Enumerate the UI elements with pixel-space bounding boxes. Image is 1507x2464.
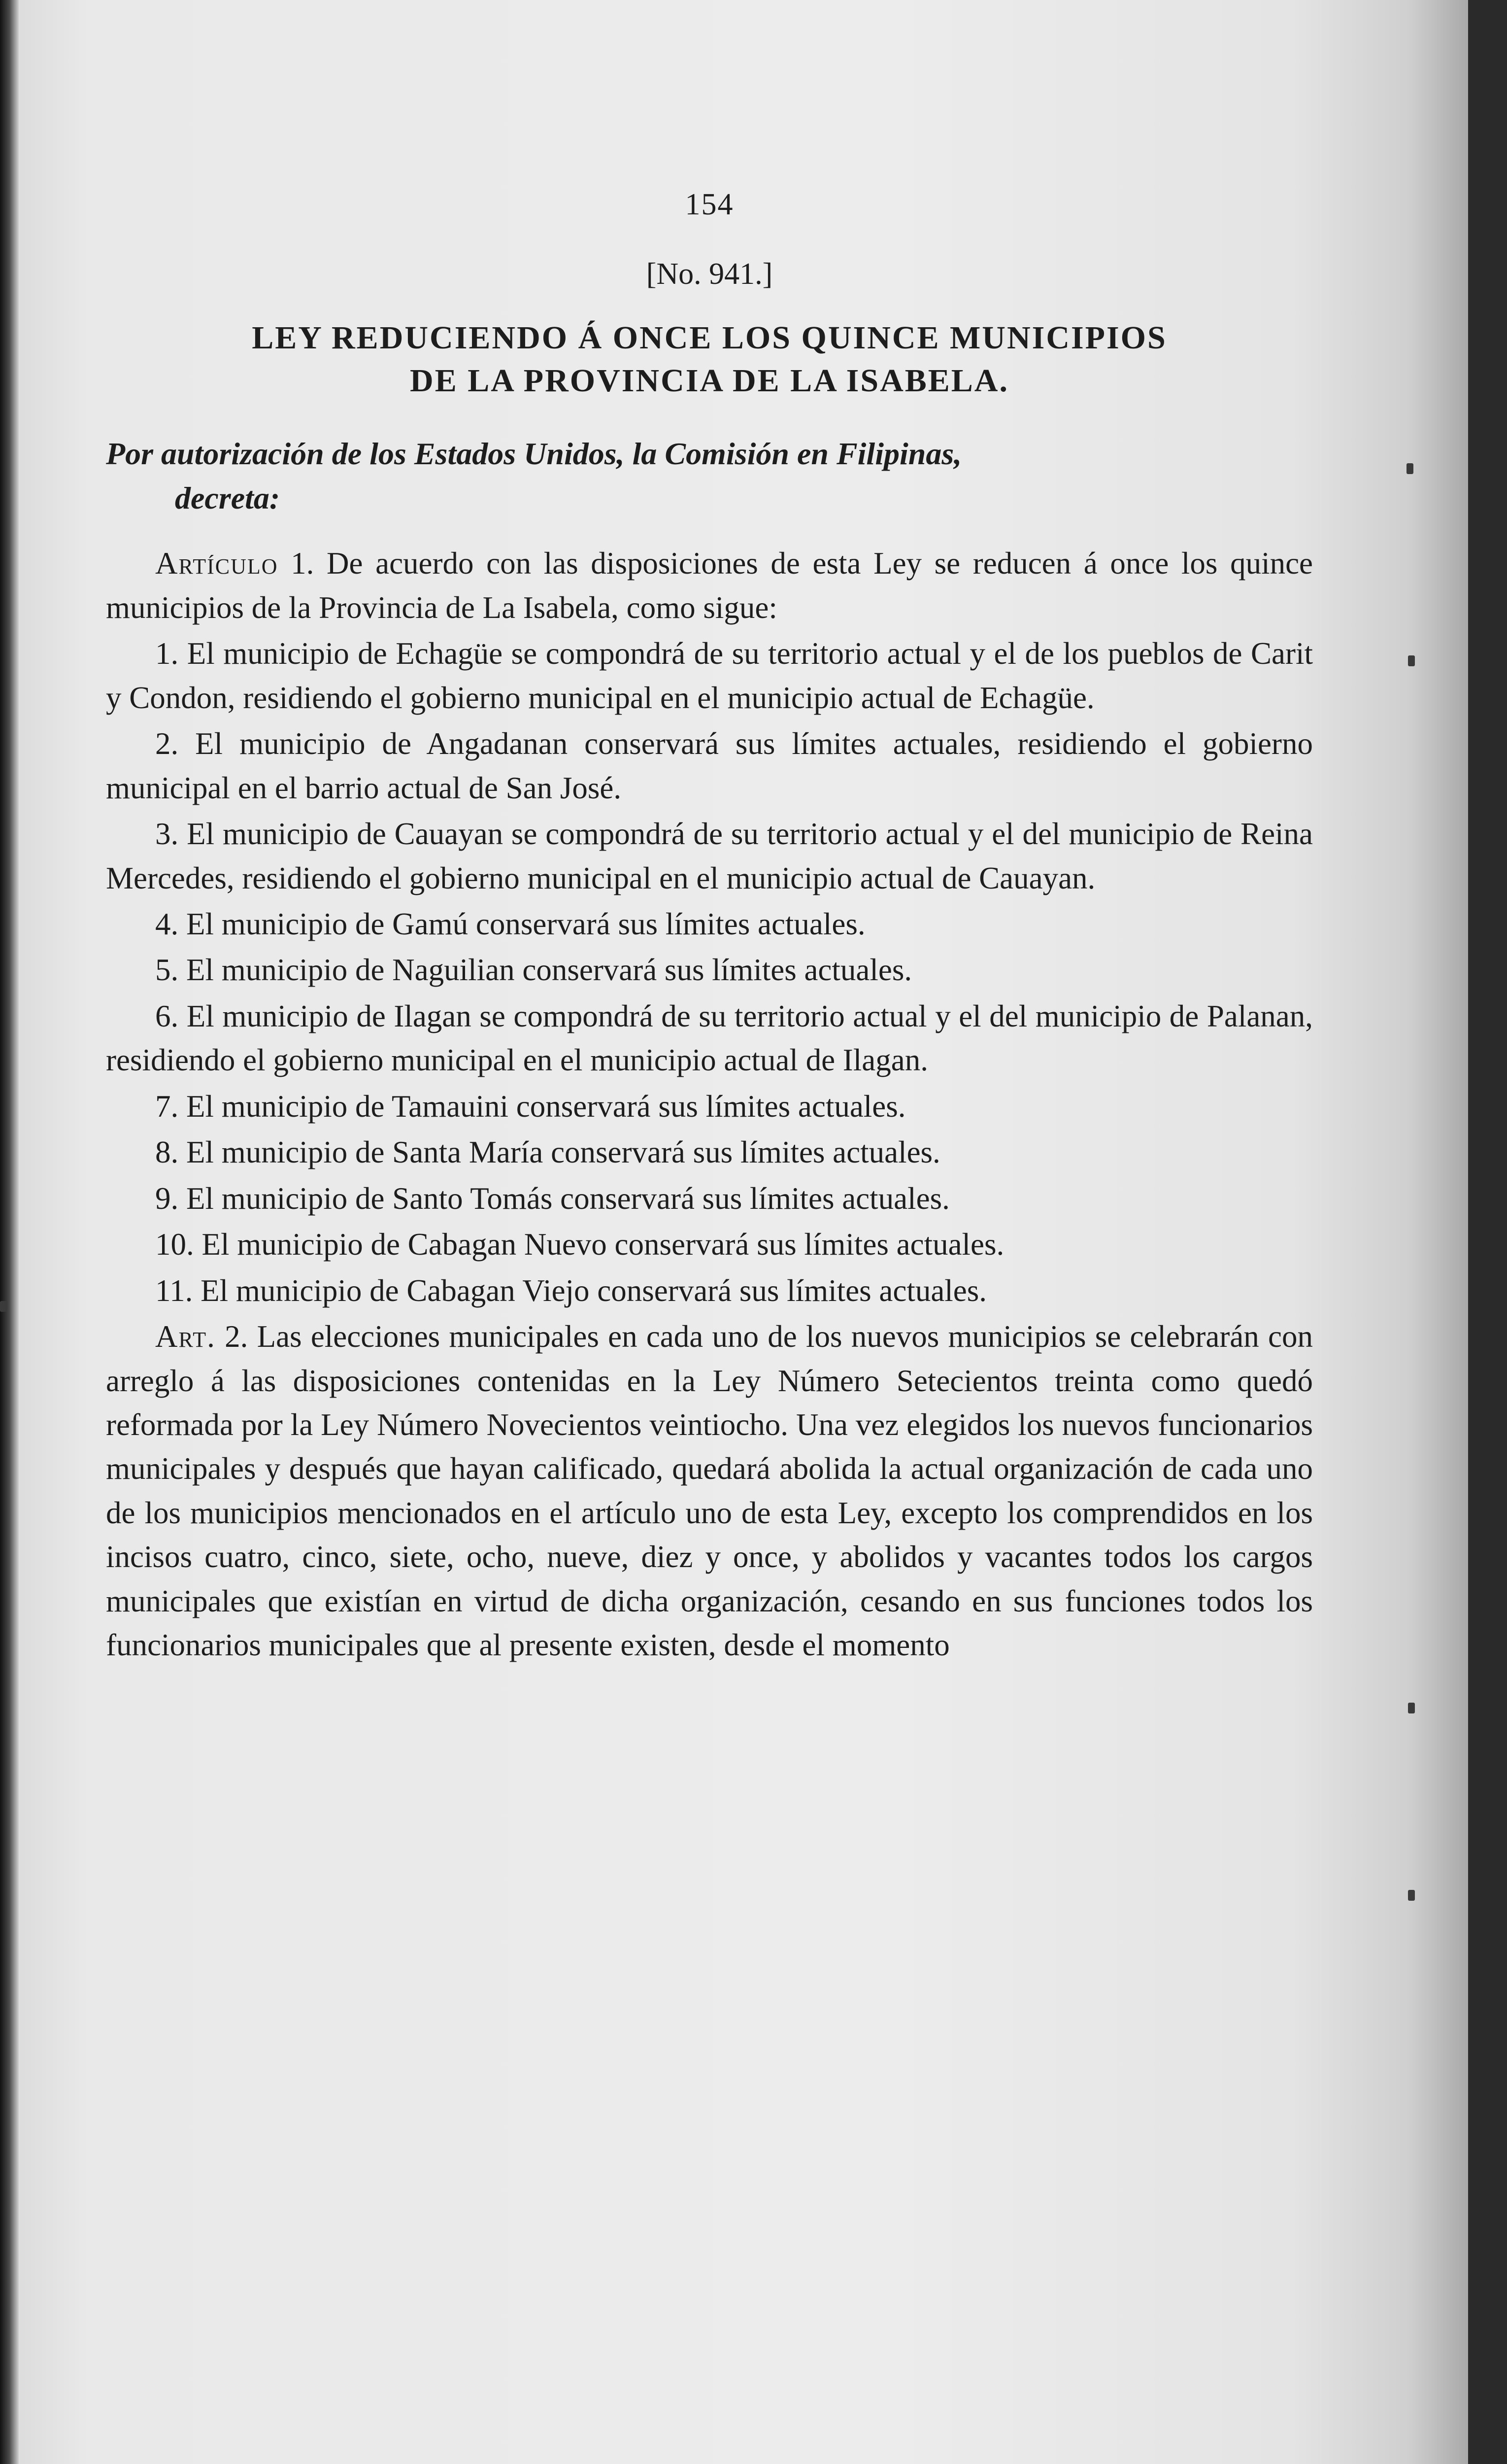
paragraph-item: 2. El municipio de Angadanan conservará sus límites actuales, residiendo el gobierno municipal en el barrio actual de San José. <box>106 726 1313 805</box>
law-title-line-1: LEY REDUCIENDO Á ONCE LOS QUINCE MUNICIPIOS <box>252 320 1167 356</box>
bill-number: [No. 941.] <box>646 257 773 291</box>
law-title-line-2: DE LA PROVINCIA DE LA ISABELA. <box>410 363 1009 399</box>
paragraph-item: 10. El municipio de Cabagan Nuevo conservará sus límites actuales. <box>155 1227 1005 1262</box>
page-number: 154 <box>685 188 734 221</box>
margin-mark <box>0 1301 7 1312</box>
paragraph-item: 5. El municipio de Naguilian conservará sus límites actuales. <box>155 953 912 988</box>
enacting-clause <box>106 432 1313 520</box>
paragraph-article-1: Artículo 1. De acuerdo con las disposiciones de esta Ley se reducen á once los quince municipios de la Provincia de La Isabela, como sigue: <box>106 546 1313 625</box>
law-title <box>106 316 1313 402</box>
margin-mark <box>1407 463 1413 474</box>
margin-mark <box>1408 655 1415 666</box>
paragraph-article-2: Art. 2. Las elecciones municipales en cada uno de los nuevos municipios se celebrarán con arreglo á las disposiciones contenidas en la Ley Número Setecientos treinta como quedó reformada por la Ley Número Novecientos veintiocho. Una vez elegidos los nuevos funcionarios municipales y después que hayan calificado, quedará abolida la actual organización de cada uno de los municipios mencionados en el artículo uno de esta Ley, excepto los comprendidos en los incisos cuatro, cinco, siete, ocho, nueve, diez y once, y abolidos y vacantes todos los cargos municipales que existían en virtud de dicha organización, cesando en sus funciones todos los funcionarios municipales que al presente existen, desde el momento <box>106 1319 1313 1663</box>
paragraph-item: 7. El municipio de Tamauini conservará sus límites actuales. <box>155 1089 906 1124</box>
paragraph-item: 6. El municipio de Ilagan se compondrá de su territorio actual y el del municipio de Palanan, residiendo el gobierno municipal en el municipio actual de Ilagan. <box>106 998 1313 1078</box>
decreta-label: decreta: <box>175 480 280 515</box>
text-block <box>106 187 1313 1670</box>
paragraph-item: 4. El municipio de Gamú conservará sus límites actuales. <box>155 907 866 942</box>
body-text <box>106 542 1313 1667</box>
paragraph-item: 8. El municipio de Santa María conservará sus límites actuales. <box>155 1135 940 1170</box>
paragraph-item: 11. El municipio de Cabagan Viejo conservará sus límites actuales. <box>155 1273 987 1308</box>
enacting-clause-text: Por autorización de los Estados Unidos, la Comisión en Filipinas, <box>106 436 962 472</box>
margin-mark <box>1408 1703 1415 1713</box>
margin-mark <box>1408 1890 1415 1901</box>
paragraph-item: 3. El municipio de Cauayan se compondrá de su territorio actual y el del municipio de Reina Mercedes, residiendo el gobierno municipal en el municipio actual de Cauayan. <box>106 817 1313 895</box>
paragraph-item: 1. El municipio de Echagüe se compondrá de su territorio actual y el de los pueblos de Carit y Condon, residiendo el gobierno municipal en el municipio actual de Echagüe. <box>106 636 1313 715</box>
page-edge-shadow <box>0 0 19 2464</box>
paragraph-item: 9. El municipio de Santo Tomás conservará sus límites actuales. <box>155 1181 950 1216</box>
